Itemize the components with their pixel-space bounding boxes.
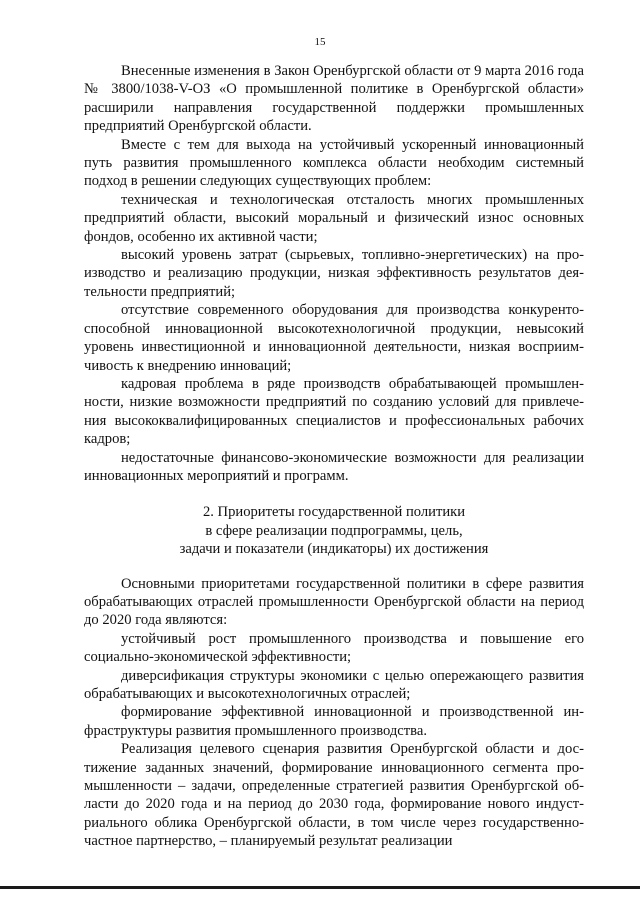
- document-body: [84, 62, 584, 851]
- section-heading-line-1: 2. Приоритеты государственной политики: [202, 504, 466, 521]
- paragraph-systemic-approach: Вместе с тем для выхода на устойчивый ускоренный инновационный путь развития промышленного комплекса области необходим системный подход в решении следующих существующих проблем:: [84, 136, 584, 190]
- paragraph-priority-infrastructure: формирование эффективной инновационной и производственной инфраструктуры развития промышленного производства.: [84, 704, 584, 739]
- paragraph-law-amendments: Внесенные изменения в Закон Оренбургской области от 9 марта 2016 года № 3800/1038-V-ОЗ «О промышленной политике в Оренбургской области» расширили направления государственной поддержки промышленных предприятий Оренбургской области.: [84, 63, 584, 135]
- paragraph-problem-technical-backwardness: техническая и технологическая отсталость многих промышленных предприятий области, высокий моральный и физический износ основных фондов, особенно их активной части;: [84, 191, 584, 245]
- section-heading-line-2: в сфере реализации подпрограммы, цель,: [205, 522, 463, 539]
- paragraph-problem-financial: недостаточные финансово-экономические возможности для реализации инновационных мероприятий и программ.: [84, 449, 584, 484]
- paragraph-problem-no-modern-equipment: отсутствие современного оборудования для производства конкурентоспособной инновационной высокотехнологичной продукции, невысокий уровень инвестиционной и инновационной деятельности, низкая восприимчивость к внедрению инноваций;: [84, 302, 584, 374]
- paragraph-priority-growth: устойчивый рост промышленного производства и повышение его социально-экономической эффективности;: [84, 630, 584, 666]
- paragraph-priority-diversification: диверсификация структуры экономики с целью опережающего развития обрабатывающих и высокотехнологичных отраслей;: [84, 667, 584, 702]
- paragraph-problem-high-costs: высокий уровень затрат (сырьевых, топливно-энергетических) на производство и реализацию продукции, низкая эффективность результатов деятельности предприятий;: [84, 247, 584, 300]
- paragraph-problem-staffing: кадровая проблема в ряде производств обрабатывающей промышленности, низкие возможности предприятий по созданию условий для привлечения высококвалифицированных специалистов и профессиональных рабочих кадров;: [84, 375, 584, 448]
- paragraph-target-scenario: Реализация целевого сценария развития Оренбургской области и достижение заданных значений, формирование инновационного сегмента промышленности – задачи, определенные стратегией развития Оренбургской области до 2020 года и на период до 2030 года, формирование нового индустриального облика Оренбургской области, в том числе через государственно-частное партнерство, – планируемый результат реализации: [84, 741, 584, 850]
- page-number: 15: [314, 36, 326, 48]
- section-heading-line-3: задачи и показатели (индикаторы) их достижения: [179, 541, 489, 558]
- page-bottom-divider: [0, 886, 640, 889]
- section-heading: [84, 503, 584, 558]
- paragraph-priorities-intro: Основными приоритетами государственной политики в сфере развития обрабатывающих отраслей промышленности Оренбургской области на период до 2020 года являются:: [84, 575, 584, 629]
